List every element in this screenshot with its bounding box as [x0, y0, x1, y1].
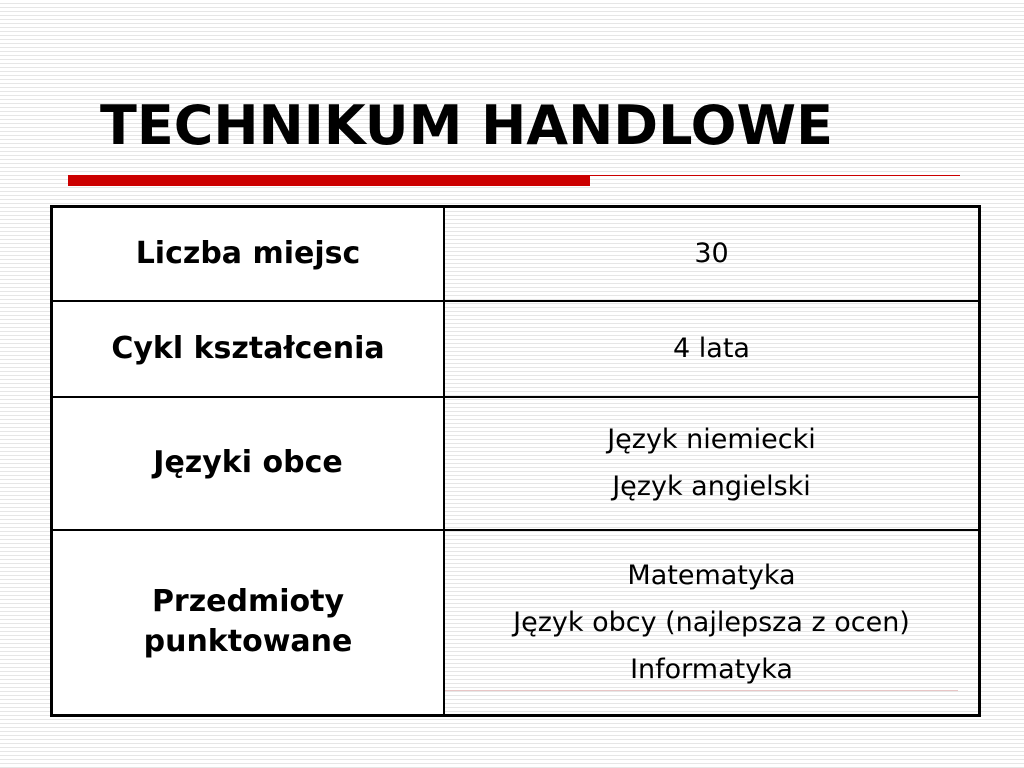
- row-label: Przedmioty punktowane: [52, 530, 445, 716]
- value-line: Język angielski: [612, 471, 811, 502]
- row-label: Języki obce: [52, 397, 445, 530]
- row-label: Cykl kształcenia: [52, 301, 445, 397]
- row-value: [444, 207, 980, 301]
- row-value: [444, 397, 980, 530]
- row-label: Liczba miejsc: [52, 207, 445, 301]
- table-row: [52, 207, 980, 301]
- table-row: [52, 301, 980, 397]
- value-line: Matematyka: [627, 559, 796, 591]
- info-table: [50, 205, 981, 717]
- slide-title: TECHNIKUM HANDLOWE: [100, 94, 833, 157]
- row-value: [444, 301, 980, 397]
- title-underline-thin: [590, 175, 960, 176]
- row-value: [444, 530, 980, 716]
- title-underline-thick: [68, 175, 590, 186]
- value-line: 30: [694, 238, 729, 270]
- value-line: Język obcy (najlepsza z ocen): [513, 606, 910, 638]
- table-row: [52, 530, 980, 716]
- value-line: Informatyka: [630, 653, 793, 685]
- value-line: Język niemiecki: [607, 424, 816, 455]
- value-line: 4 lata: [673, 333, 750, 364]
- table-row: [52, 397, 980, 530]
